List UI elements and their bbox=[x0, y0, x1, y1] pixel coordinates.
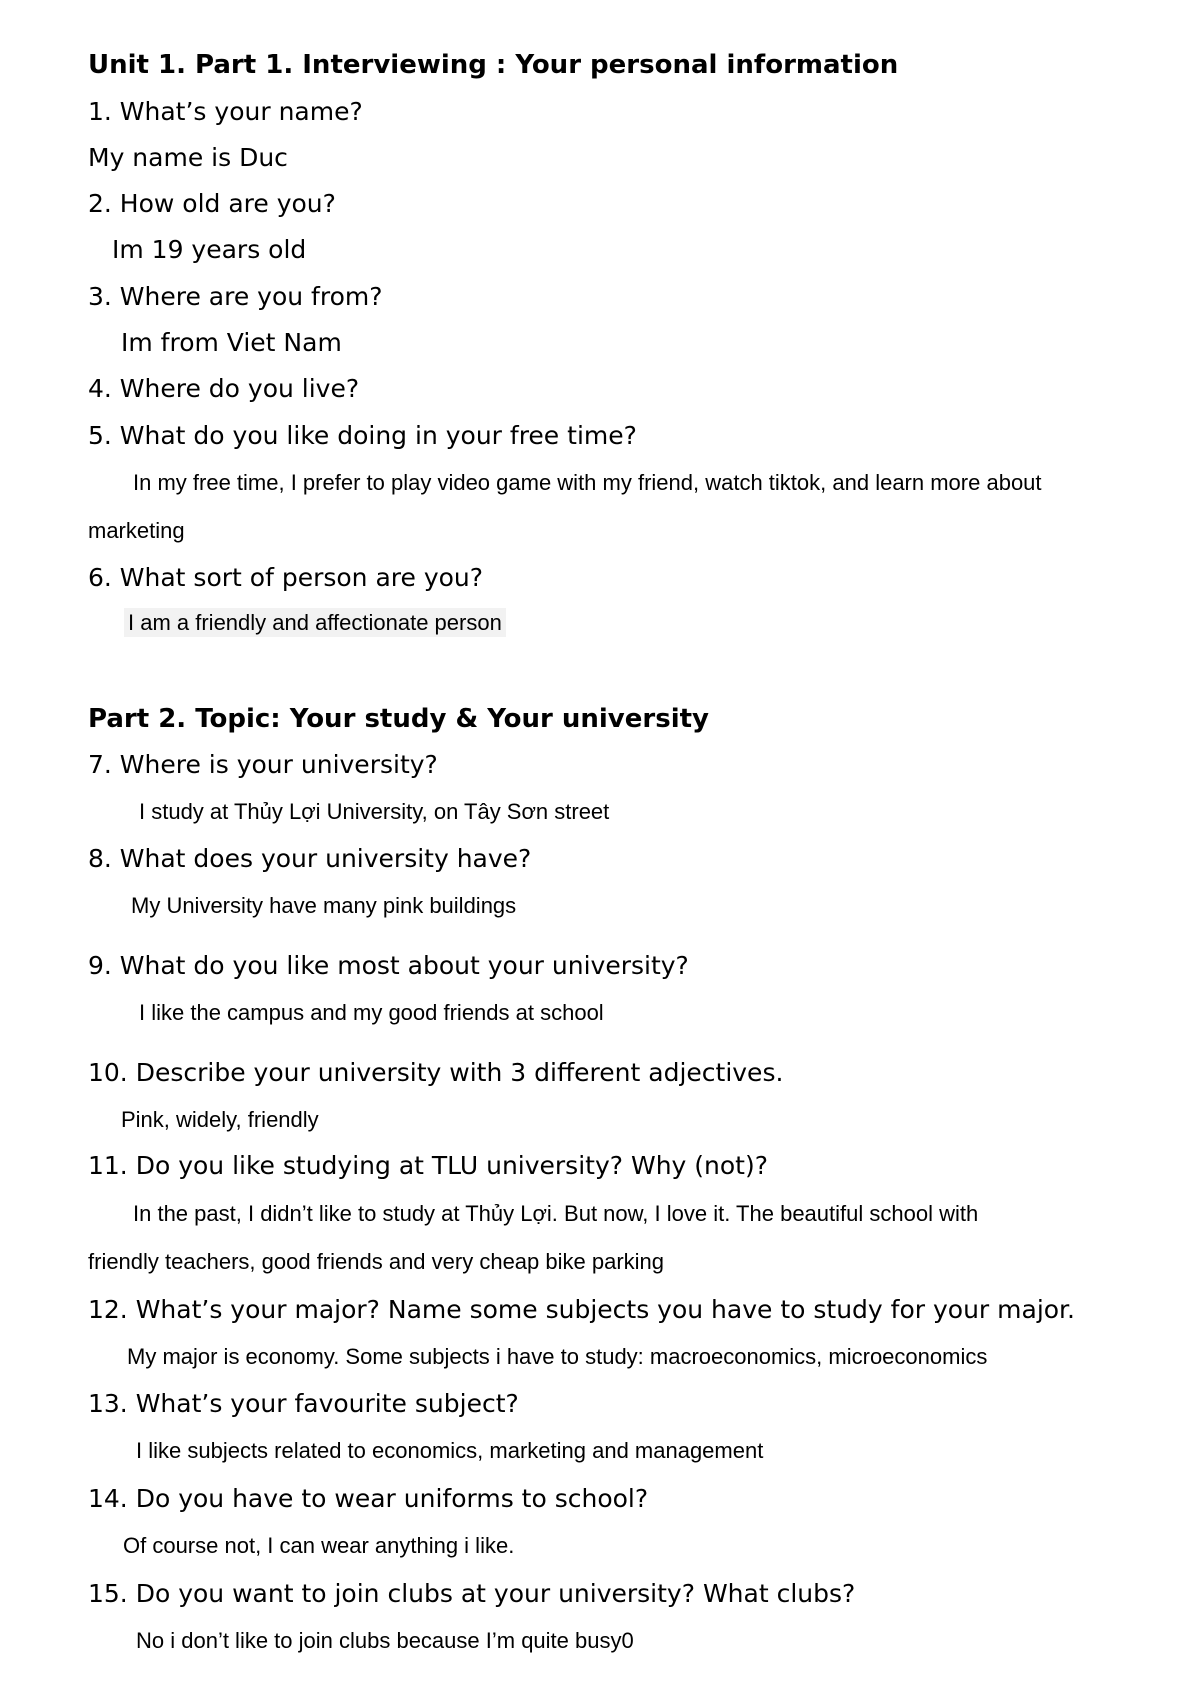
answer-13: I like subjects related to economics, marketing and management bbox=[136, 1438, 764, 1463]
answer-1: My name is Duc bbox=[88, 143, 288, 172]
part2-heading: Part 2. Topic: Your study & Your university bbox=[88, 704, 709, 734]
question-2: 2. How old are you? bbox=[88, 189, 336, 218]
answer-9: I like the campus and my good friends at school bbox=[139, 1000, 604, 1025]
question-12: 12. What’s your major? Name some subjects you have to study for your major. bbox=[88, 1295, 1075, 1324]
question-9: 9. What do you like most about your university? bbox=[88, 951, 689, 980]
question-3: 3. Where are you from? bbox=[88, 282, 383, 311]
answer-5-line-1: In my free time, I prefer to play video game with my friend, watch tiktok, and learn more about bbox=[133, 470, 1042, 495]
question-5: 5. What do you like doing in your free time? bbox=[88, 421, 637, 450]
part1-heading: Unit 1. Part 1. Interviewing : Your personal information bbox=[88, 50, 899, 80]
question-4: 4. Where do you live? bbox=[88, 374, 360, 403]
answer-3: Im from Viet Nam bbox=[121, 328, 342, 357]
question-14: 14. Do you have to wear uniforms to school? bbox=[88, 1484, 649, 1513]
question-13: 13. What’s your favourite subject? bbox=[88, 1389, 519, 1418]
question-11: 11. Do you like studying at TLU university? Why (not)? bbox=[88, 1151, 768, 1180]
answer-2: Im 19 years old bbox=[112, 235, 307, 264]
answer-11-line-2: friendly teachers, good friends and very cheap bike parking bbox=[88, 1249, 665, 1274]
question-7: 7. Where is your university? bbox=[88, 750, 438, 779]
answer-14: Of course not, I can wear anything i like. bbox=[123, 1533, 515, 1558]
answer-7: I study at Thủy Lợi University, on Tây Sơn street bbox=[139, 799, 610, 824]
answer-5-line-2: marketing bbox=[88, 518, 185, 543]
question-10: 10. Describe your university with 3 different adjectives. bbox=[88, 1058, 784, 1087]
answer-8: My University have many pink buildings bbox=[131, 893, 517, 918]
answer-10: Pink, widely, friendly bbox=[121, 1107, 319, 1132]
question-6: 6. What sort of person are you? bbox=[88, 563, 484, 592]
question-15: 15. Do you want to join clubs at your university? What clubs? bbox=[88, 1579, 856, 1608]
answer-12: My major is economy. Some subjects i have to study: macroeconomics, microeconomics bbox=[127, 1344, 988, 1369]
answer-11-line-1: In the past, I didn’t like to study at Thủy Lợi. But now, I love it. The beautiful school with bbox=[133, 1201, 979, 1226]
answer-15: No i don’t like to join clubs because I’m quite busy0 bbox=[136, 1628, 634, 1653]
question-1: 1. What’s your name? bbox=[88, 97, 363, 126]
answer-6 bbox=[124, 612, 506, 634]
question-8: 8. What does your university have? bbox=[88, 844, 532, 873]
answer-6-highlight: I am a friendly and affectionate person bbox=[124, 608, 506, 637]
